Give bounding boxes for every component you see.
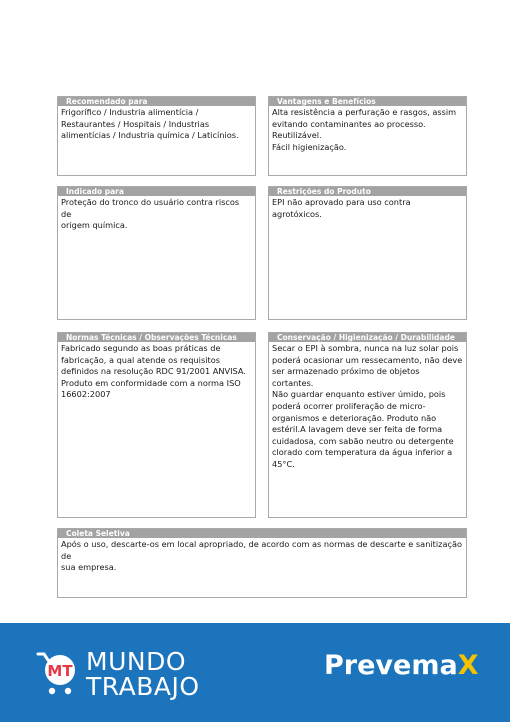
conservacao-title: Conservação / Higienização / Durabilidade bbox=[269, 333, 466, 342]
normas-title: Normas Técnicas / Observações Técnicas bbox=[58, 333, 255, 342]
prevemax-x-mark: X bbox=[457, 650, 479, 681]
restricoes-title: Restrições do Produto bbox=[269, 187, 466, 196]
prevemax-tail: ma bbox=[411, 650, 458, 681]
vantagens-text: Alta resistência a perfuração e rasgos, assim evitando contaminantes ao processo. Reutilizável. Fácil higienização. bbox=[272, 107, 457, 152]
prevemax-main: Preve bbox=[324, 650, 412, 681]
restricoes-text: EPI não aprovado para uso contra agrotóxicos. bbox=[272, 197, 411, 219]
coleta-title: Coleta Seletiva bbox=[58, 529, 466, 538]
conservacao-section bbox=[268, 332, 467, 518]
indicado-section bbox=[57, 186, 256, 320]
footer-banner bbox=[0, 623, 510, 722]
brand-line-mundo: MUNDO bbox=[86, 647, 186, 676]
vantagens-section bbox=[268, 96, 467, 176]
conservacao-text: Secar o EPI à sombra, nunca na luz solar pois poderá ocasionar um ressecamento, não deve ser armazenado próximo de objetos cortantes. Não guardar enquanto estiver úmido, pois poderá ocorrer proliferação de micro- organismos e deterioração. Produto não estéril.A lavagem deve ser feita de forma cuidadosa, com sabão neutro ou detergente clorado com temperatura da água inferior a 45°C. bbox=[272, 343, 463, 469]
restricoes-section bbox=[268, 186, 467, 320]
prevemax-logo bbox=[324, 651, 479, 681]
recomendado-section bbox=[57, 96, 256, 176]
cart-icon bbox=[36, 646, 82, 696]
normas-text: Fabricado segundo as boas práticas de fabricação, a qual atende os requisitos definidos na resolução RDC 91/2001 ANVISA. Produto em conformidade com a norma ISO 16602:2007 bbox=[61, 343, 246, 400]
coleta-section bbox=[57, 528, 467, 598]
brand-line-trabajo: TRABAJO bbox=[86, 672, 200, 701]
coleta-text: Após o uso, descarte-os em local apropriado, de acordo com as normas de descarte e sanitização de sua empresa. bbox=[61, 539, 462, 573]
logo-monogram: MT bbox=[47, 662, 73, 680]
normas-section bbox=[57, 332, 256, 518]
indicado-text: Proteção do tronco do usuário contra riscos de origem química. bbox=[61, 197, 240, 231]
recomendado-title: Recomendado para bbox=[58, 97, 255, 106]
vantagens-title: Vantagens e Benefícios bbox=[269, 97, 466, 106]
recomendado-text: Frigorífico / Industria alimentícia / Restaurantes / Hospitais / Industrias alimentícias / Industria química / Laticínios. bbox=[61, 107, 239, 141]
indicado-title: Indicado para bbox=[58, 187, 255, 196]
